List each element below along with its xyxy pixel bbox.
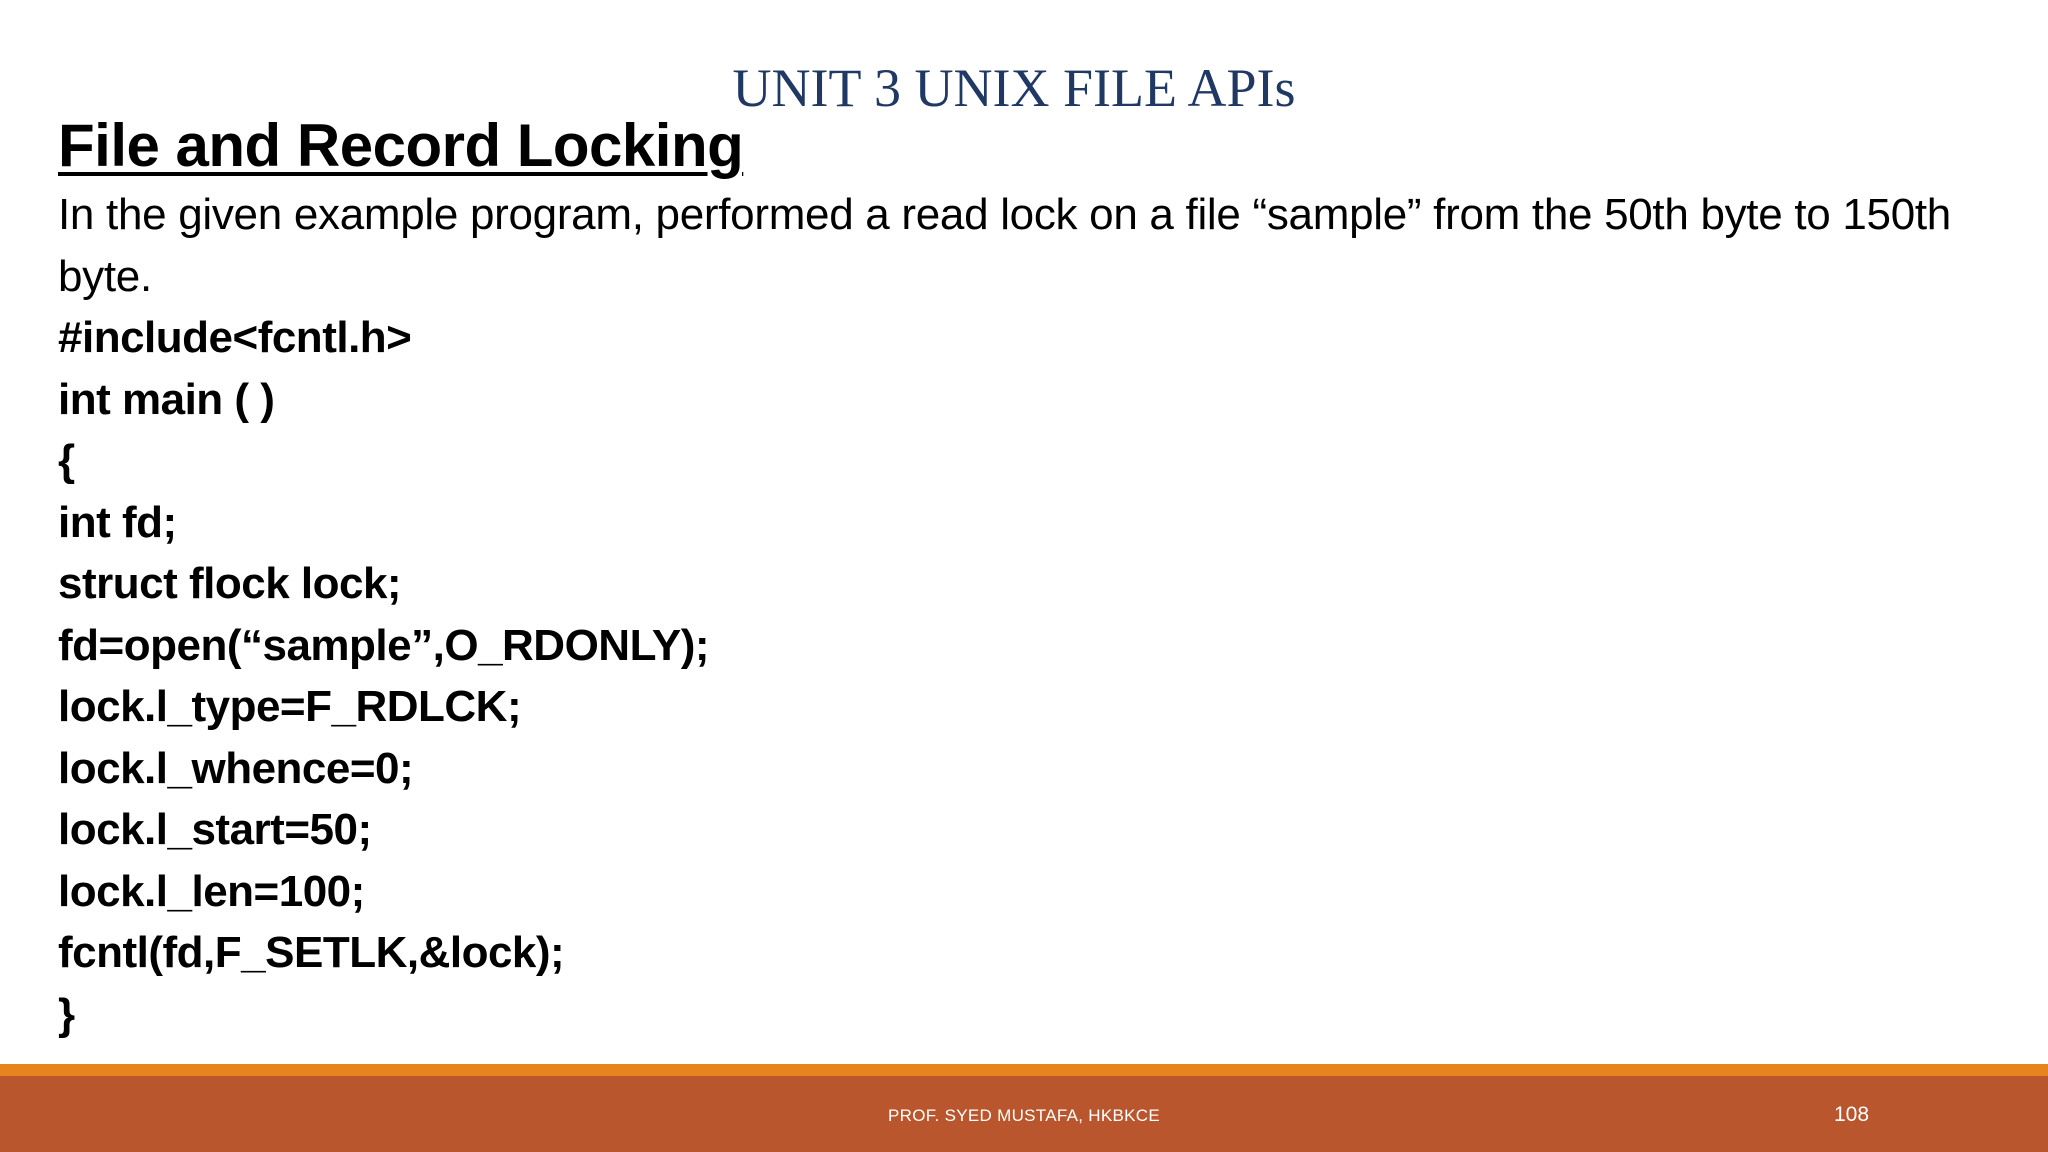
code-line: int fd; — [58, 497, 177, 547]
code-listing — [58, 307, 1998, 1045]
code-line: lock.l_whence=0; — [58, 743, 414, 793]
code-line: #include<fcntl.h> — [58, 313, 412, 362]
code-line: fcntl(fd,F_SETLK,&lock); — [58, 928, 565, 977]
intro-paragraph: In the given example program, performed a read lock on a file “sample” from the 50th byte to 150th byte. — [58, 190, 1951, 301]
code-line: lock.l_len=100; — [58, 866, 365, 916]
code-line: } — [58, 989, 75, 1039]
slide-heading: File and Record Locking — [58, 112, 744, 179]
code-line: fd=open(“sample”,O_RDONLY); — [58, 620, 710, 670]
unit-title: UNIT 3 UNIX FILE APIs — [732, 58, 1296, 118]
footer-author: PROF. SYED MUSTAFA, HKBKCE — [888, 1106, 1160, 1125]
footer-accent-line — [0, 1064, 2048, 1076]
code-line: { — [58, 436, 75, 485]
code-line: lock.l_type=F_RDLCK; — [58, 682, 522, 731]
code-line: int main ( ) — [58, 374, 275, 424]
page-number: 108 — [1834, 1103, 1870, 1126]
code-line: lock.l_start=50; — [58, 805, 372, 854]
slide-content — [58, 110, 1998, 1045]
code-line: struct flock lock; — [58, 559, 402, 608]
